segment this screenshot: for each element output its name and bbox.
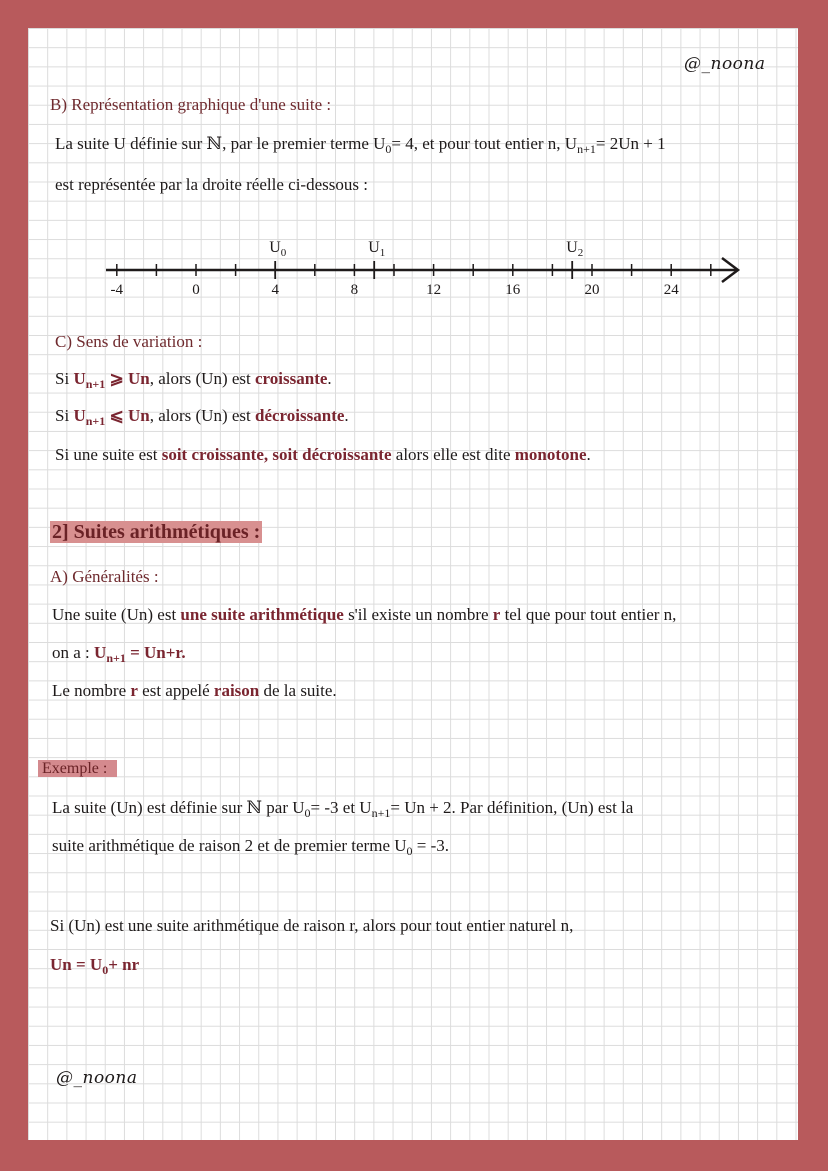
variation-line-decreasing: Si $U_{n+1}$ ⩽ Un, alors (Un) est décroissante.: [55, 406, 349, 428]
term-label: $U_0$: [269, 239, 287, 259]
example-label-wrap: [38, 760, 117, 778]
definition-line-1: Une suite (Un) est une suite arithmétique s'il existe un nombre r tel que pour tout entier n,: [52, 605, 677, 624]
tick-label: -4: [110, 282, 124, 298]
tick-label: 4: [271, 282, 279, 298]
term-label: $U_2$: [566, 239, 584, 259]
section-2-title: 2] Suites arithmétiques :: [52, 521, 261, 543]
definition-line-2: on a : $U_{n+1} = Un+r$.: [52, 643, 186, 665]
number-line: [28, 228, 798, 308]
example-label: Exemple :: [38, 760, 117, 777]
author-handle-bottom: @_noona: [56, 1068, 138, 1088]
section-b-line-1: La suite U définie sur ℕ, par le premier terme $U_0= 4$, et pour tout entier n, $U_{n+1}= 2Un + 1$: [55, 134, 666, 156]
notebook-page: [28, 28, 798, 1140]
example-line-1: La suite (Un) est définie sur ℕ par $U_0= -3$ et $U_{n+1}= Un + 2$. Par définition, (Un) est la: [52, 798, 634, 820]
variation-line-increasing: Si $U_{n+1}$ ⩾ Un, alors (Un) est croissante.: [55, 369, 332, 391]
section-b-title: B) Représentation graphique d'une suite :: [50, 95, 332, 114]
tick-label: 12: [426, 282, 442, 298]
definition-line-3: Le nombre r est appelé raison de la suite.: [52, 681, 337, 700]
tick-label: 20: [584, 282, 600, 298]
section-2-title-wrap: [50, 521, 262, 544]
formula-intro: Si (Un) est une suite arithmétique de raison r, alors pour tout entier naturel n,: [50, 916, 574, 935]
general-term-formula: $Un = U_0+$ nr: [50, 955, 140, 977]
author-handle-top: @_noona: [684, 54, 766, 74]
tick-label: 8: [350, 282, 359, 298]
tick-label: 0: [192, 282, 200, 298]
section-c-title: C) Sens de variation :: [55, 332, 203, 351]
term-label: $U_1$: [368, 239, 386, 259]
generalities-title: A) Généralités :: [50, 567, 159, 586]
example-line-2: suite arithmétique de raison 2 et de premier terme $U_0 = -3$.: [52, 836, 450, 858]
tick-label: 24: [663, 282, 679, 298]
tick-label: 16: [505, 282, 521, 298]
variation-line-monotone: Si une suite est soit croissante, soit décroissante alors elle est dite monotone.: [55, 445, 591, 464]
section-b-line-2: est représentée par la droite réelle ci-dessous :: [55, 175, 368, 194]
number-line-svg: [28, 228, 798, 308]
